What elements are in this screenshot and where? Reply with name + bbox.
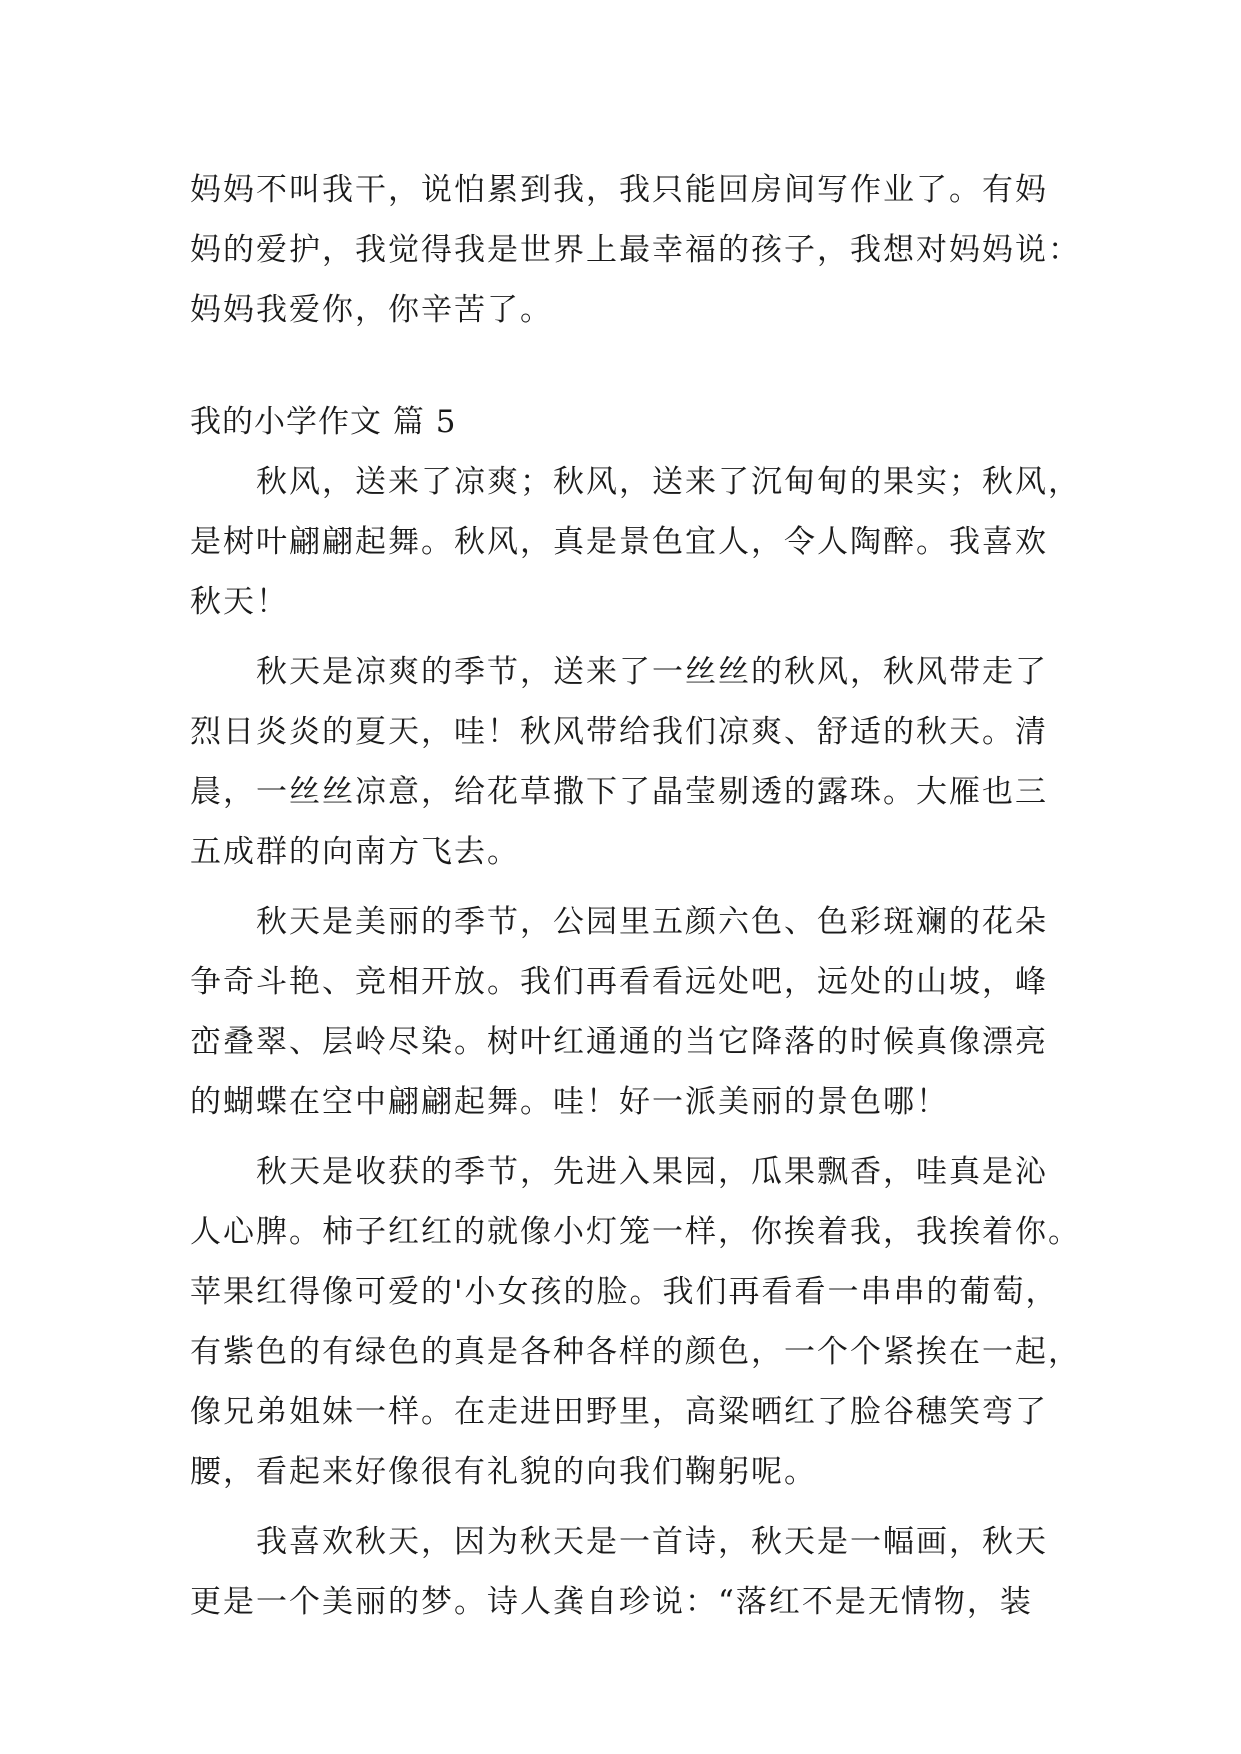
intro-paragraph (190, 160, 1081, 340)
text-line: 烈日炎炎的夏天，哇！秋风带给我们凉爽、舒适的秋天。清 (190, 714, 1048, 750)
text-line: 是树叶翩翩起舞。秋风，真是景色宜人，令人陶醉。我喜欢 (190, 524, 1048, 560)
text-line: 妈妈我爱你，你辛苦了。 (190, 292, 553, 328)
paragraph-2 (190, 642, 1052, 882)
paragraph-3 (190, 892, 1052, 1132)
document-body (190, 160, 1081, 1632)
text-line: 有紫色的有绿色的真是各种各样的颜色，一个个紧挨在一起， (190, 1334, 1081, 1370)
text-line: 秋天是凉爽的季节，送来了一丝丝的秋风，秋风带走了 (256, 654, 1048, 690)
section-heading: 我的小学作文 篇 5 (190, 404, 457, 440)
text-line: 争奇斗艳、竞相开放。我们再看看远处吧，远处的山坡，峰 (190, 964, 1048, 1000)
text-line: 像兄弟姐妹一样。在走进田野里，高粱晒红了脸谷穗笑弯了 (190, 1394, 1048, 1430)
text-line: 峦叠翠、层岭尽染。树叶红通通的当它降落的时候真像漂亮 (190, 1024, 1048, 1060)
text-line: 我喜欢秋天，因为秋天是一首诗，秋天是一幅画，秋天 (256, 1524, 1048, 1560)
paragraph-4 (190, 1142, 1081, 1502)
paragraph-spacer (190, 1132, 1052, 1142)
text-line: 秋风，送来了凉爽；秋风，送来了沉甸甸的果实；秋风， (256, 464, 1081, 500)
paragraph-spacer (190, 1502, 1052, 1512)
paragraph-1 (190, 452, 1081, 632)
text-line: 更是一个美丽的梦。诗人龚自珍说：“落红不是无情物，装 (190, 1584, 1033, 1620)
text-line: 晨，一丝丝凉意，给花草撒下了晶莹剔透的露珠。大雁也三 (190, 774, 1048, 810)
text-line: 苹果红得像可爱的'小女孩的脸。我们再看看一串串的葡萄， (190, 1274, 1059, 1310)
text-line: 人心脾。柿子红红的就像小灯笼一样，你挨着我，我挨着你。 (190, 1214, 1081, 1250)
text-line: 秋天是收获的季节，先进入果园，瓜果飘香，哇真是沁 (256, 1154, 1048, 1190)
text-line: 腰，看起来好像很有礼貌的向我们鞠躬呢。 (190, 1454, 817, 1490)
text-line: 妈的爱护，我觉得我是世界上最幸福的孩子，我想对妈妈说： (190, 232, 1081, 268)
paragraph-spacer (190, 632, 1052, 642)
text-line: 妈妈不叫我干，说怕累到我，我只能回房间写作业了。有妈 (190, 172, 1048, 208)
paragraph-5 (190, 1512, 1052, 1632)
text-line: 秋天！ (190, 584, 289, 620)
text-line: 五成群的向南方飞去。 (190, 834, 520, 870)
text-line: 秋天是美丽的季节，公园里五颜六色、色彩斑斓的花朵 (256, 904, 1048, 940)
text-line: 的蝴蝶在空中翩翩起舞。哇！好一派美丽的景色哪！ (190, 1084, 949, 1120)
section-spacer (190, 340, 1052, 392)
paragraph-spacer (190, 882, 1052, 892)
